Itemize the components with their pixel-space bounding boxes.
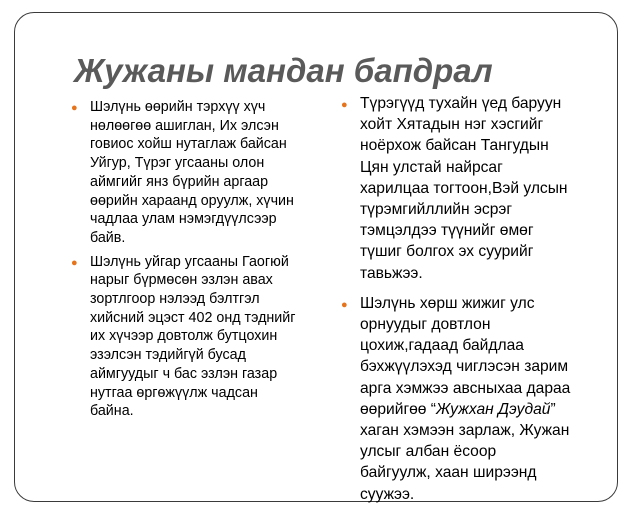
text-line: их хүчээр довтолж бутцохин bbox=[90, 328, 278, 345]
text-line: Шэлүнь уйгар угсааны Гаогюй bbox=[90, 253, 289, 270]
slide-title: Жужаны мандан бапдрал bbox=[74, 52, 493, 89]
text-line: Шэлүнь хөрш жижиг улс bbox=[360, 294, 535, 312]
text-line: байгуулж, хаан ширээнд bbox=[360, 464, 537, 482]
text-line: улсыг албан ёсоор bbox=[360, 443, 497, 461]
text-line: нарыг бүрмөсөн эзлэн авах bbox=[90, 272, 273, 289]
left-bullet-1 bbox=[68, 98, 320, 248]
right-bullet-2 bbox=[338, 293, 610, 505]
bullet-icon: ● bbox=[71, 102, 78, 114]
text-line: харилцаа тогтоон,Вэй улсын bbox=[360, 179, 568, 197]
bullet-icon: ● bbox=[341, 298, 348, 311]
text-line: Цян улстай найрсаг bbox=[360, 158, 503, 176]
left-column bbox=[68, 98, 320, 421]
bullet-text bbox=[360, 293, 610, 505]
bullet-text bbox=[90, 98, 320, 248]
text-line: түрэмгийллийн эсрэг bbox=[360, 201, 513, 219]
text-line: нөлөөгөө ашиглан, Их элсэн bbox=[90, 117, 279, 134]
text-line: суужээ. bbox=[360, 485, 415, 503]
text-line: Уйгур, Түрэг угсааны олон bbox=[90, 155, 265, 172]
text-line: цохиж,гадаад байдлаа bbox=[360, 337, 524, 355]
text-line: түшиг болгох эх суурийг bbox=[360, 243, 534, 261]
bullet-icon: ● bbox=[341, 99, 348, 111]
text-line: байв. bbox=[90, 229, 126, 246]
text-line: хаган хэмээн зарлаж, Жужан bbox=[360, 422, 570, 440]
text-line: чадлаа улам нэмэгдүүлсээр bbox=[90, 211, 277, 228]
title-quote: Жужхан Дэудай bbox=[436, 400, 551, 418]
text-line: говиос хойш нутаглаж байсан bbox=[90, 136, 287, 153]
text-line bbox=[360, 401, 556, 418]
quote-open: өөрийгөө “ bbox=[360, 400, 436, 418]
text-line: тавьжээ. bbox=[360, 264, 423, 282]
text-line: Шэлүнь өөрийн тэрхүү хүч bbox=[90, 99, 266, 115]
text-line: арга хэмжээ авсныхаа дараа bbox=[360, 379, 571, 397]
text-line: нутгаа өргөжүүлж чадсан bbox=[90, 384, 258, 401]
text-line: байна. bbox=[90, 403, 134, 420]
text-line: аймгийг янз бүрийн аргаар bbox=[90, 173, 269, 190]
text-line: аймгуудыг ч бас эзлэн газар bbox=[90, 365, 278, 382]
text-line: зортлгоор нэлээд бэлтгэл bbox=[90, 291, 260, 308]
text-line: ноёрхож байсан Тангудын bbox=[360, 137, 549, 155]
left-bullet-2 bbox=[68, 253, 320, 421]
right-column bbox=[338, 93, 610, 505]
bullet-icon: ● bbox=[71, 256, 78, 269]
text-line: Түрэгүүд тухайн үед баруун bbox=[360, 95, 562, 112]
text-line: хийсний эцэст 402 онд тэднийг bbox=[90, 309, 296, 326]
quote-close: ” bbox=[550, 400, 556, 418]
text-line: орнуудыг довтлон bbox=[360, 316, 491, 334]
text-line: бэхжүүлэхэд чиглэсэн зарим bbox=[360, 358, 569, 376]
text-line: тэмцэлдээ түүнийг өмөг bbox=[360, 222, 534, 240]
right-bullet-1 bbox=[338, 93, 610, 284]
bullet-text bbox=[90, 253, 320, 421]
text-line: хойт Хятадын нэг хэсгийг bbox=[360, 116, 544, 134]
text-line: эзэлсэн тэдийгүй бусад bbox=[90, 347, 246, 364]
bullet-text bbox=[360, 93, 610, 284]
text-line: өөрийн хараанд оруулж, хүчин bbox=[90, 192, 294, 209]
